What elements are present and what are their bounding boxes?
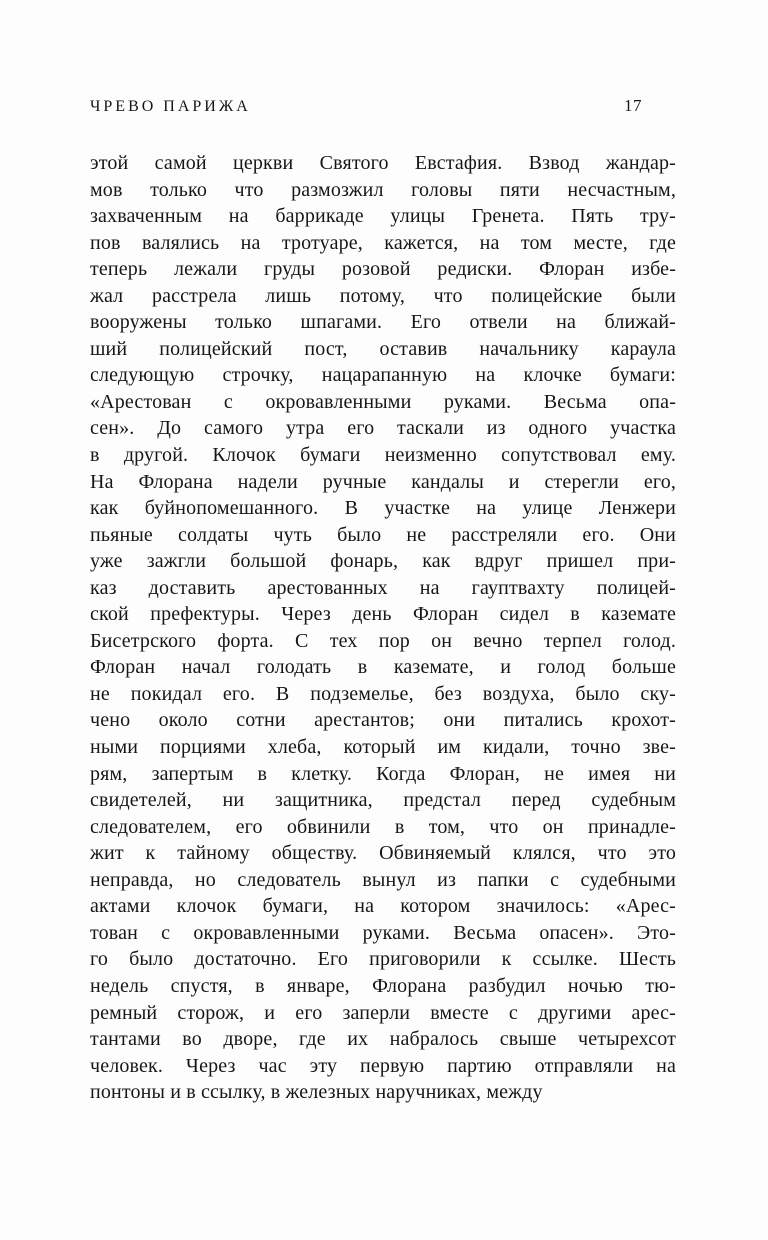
text-line: каз доставить арестованных на гауптвахту полицей- <box>90 576 676 599</box>
text-line: следователем, его обвинили в том, что он принадле- <box>90 815 676 838</box>
text-line: этой самой церкви Святого Евстафия. Взвод жандар- <box>90 152 676 174</box>
text-line: актами клочок бумаги, на котором значилось: «Арес- <box>90 895 676 918</box>
body-text <box>90 150 676 1106</box>
text-line: чено около сотни арестантов; они питались крохот- <box>90 709 676 732</box>
text-line: жит к тайному обществу. Обвиняемый клялся, что это <box>90 842 676 865</box>
text-line: жал расстрела лишь потому, что полицейские были <box>90 284 676 307</box>
text-line: вооружены только шпагами. Его отвели на ближай- <box>90 311 676 334</box>
text-line: «Арестован с окровавленными руками. Весьма опа- <box>90 390 676 413</box>
text-line: тован с окровавленными руками. Весьма опасен». Это- <box>90 921 676 944</box>
text-line: го было достаточно. Его приговорили к ссылке. Шесть <box>90 948 676 971</box>
page-number: 17 <box>624 96 642 115</box>
text-line: понтоны и в ссылку, в железных наручниках, между <box>90 1081 543 1104</box>
text-line: пов валялись на тротуаре, кажется, на том месте, где <box>90 231 676 254</box>
text-line: в другой. Клочок бумаги неизменно сопутствовал ему. <box>90 444 676 467</box>
text-line: Бисетрского форта. С тех пор он вечно терпел голод. <box>90 629 676 652</box>
text-line: человек. Через час эту первую партию отправляли на <box>90 1054 676 1077</box>
text-line: мов только что размозжил головы пяти несчастным, <box>90 178 676 201</box>
running-title: ЧРЕВО ПАРИЖА <box>90 98 251 115</box>
text-line: тантами во дворе, где их набралось свыше четырехсот <box>90 1028 676 1051</box>
text-line: недель спустя, в январе, Флорана разбудил ночью тю- <box>90 974 676 997</box>
text-line: рям, запертым в клетку. Когда Флоран, не имея ни <box>90 762 676 785</box>
text-line: захваченным на баррикаде улицы Гренета. Пять тру- <box>90 205 676 228</box>
text-line: пьяные солдаты чуть было не расстреляли его. Они <box>90 523 676 546</box>
text-line: На Флорана надели ручные кандалы и стерегли его, <box>90 470 676 493</box>
text-line: теперь лежали груды розовой редиски. Флоран избе- <box>90 258 676 281</box>
text-line: ными порциями хлеба, который им кидали, точно зве- <box>90 736 676 759</box>
text-line: следующую строчку, нацарапанную на клочке бумаги: <box>90 364 676 387</box>
text-line: неправда, но следователь вынул из папки с судебными <box>90 868 676 891</box>
text-line: ской префектуры. Через день Флоран сидел в каземате <box>90 603 676 626</box>
text-line: свидетелей, ни защитника, предстал перед судебным <box>90 789 676 812</box>
text-line: ремный сторож, и его заперли вместе с другими арес- <box>90 1001 676 1024</box>
text-line: не покидал его. В подземелье, без воздуха, было ску- <box>90 682 676 705</box>
text-line: ший полицейский пост, оставив начальнику караула <box>90 337 676 360</box>
text-line: Флоран начал голодать в каземате, и голод больше <box>90 656 676 679</box>
text-line: уже зажгли большой фонарь, как вдруг пришел при- <box>90 550 676 573</box>
page-header <box>90 96 676 116</box>
text-line: как буйнопомешанного. В участке на улице Ленжери <box>90 497 676 520</box>
text-line: сен». До самого утра его таскали из одного участка <box>90 417 676 440</box>
